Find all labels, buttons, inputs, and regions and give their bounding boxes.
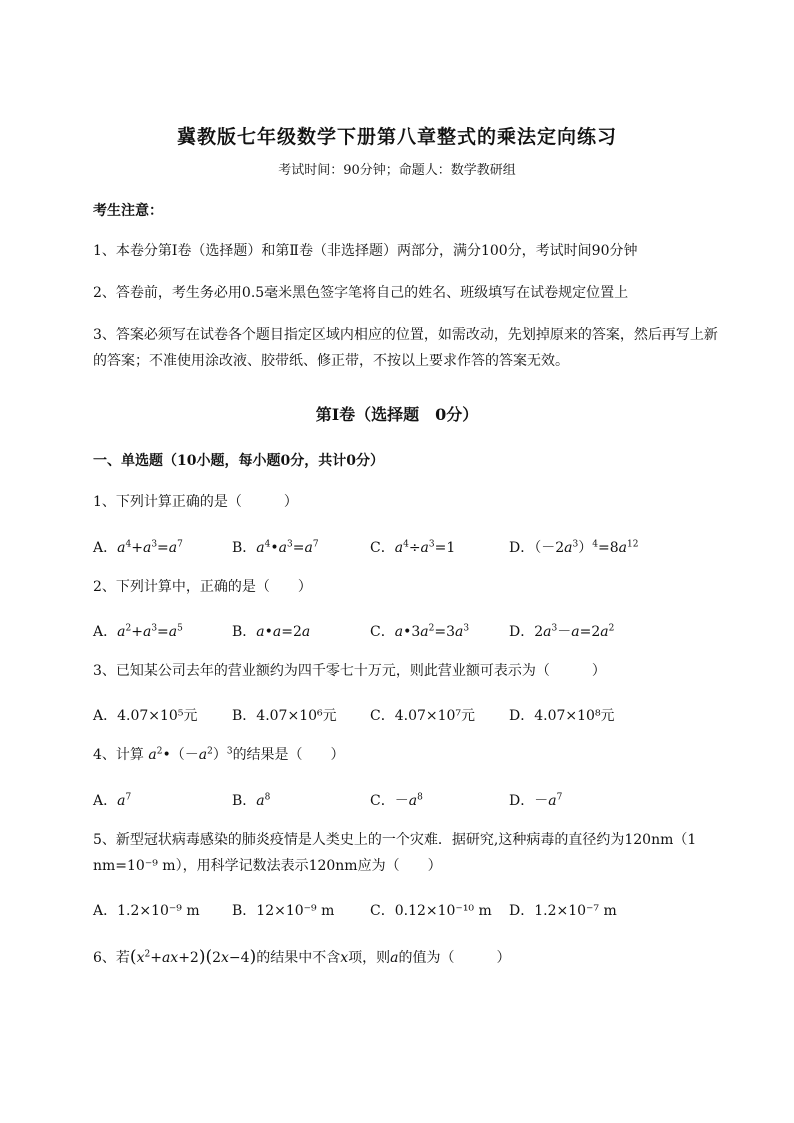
question-5-line1: 5、新型冠状病毒感染的肺炎疫情是人类史上的一个灾难．据研究,这种病毒的直径约为120nm（1 bbox=[93, 832, 697, 848]
question-3: 3、已知某公司去年的营业额约为四千零七十万元，则此营业额可表示为（ ） bbox=[93, 663, 606, 679]
notice-3: 3、答案必须写在试卷各个题目指定区域内相应的位置，如需改动，先划掉原来的答案，然后再写上新 bbox=[93, 327, 718, 343]
question-5-line2: nm=10⁻⁹ m），用科学记数法表示120nm应为（ ） bbox=[93, 858, 442, 874]
q4-option-c: C．$-a^8$ bbox=[370, 792, 423, 809]
question-6: 6、若$(x^2+ax+2)(2x-4)$的结果中不含x项，则a的值为（ ） bbox=[93, 947, 511, 967]
q5-option-a: A．1.2×10⁻⁹ m bbox=[93, 903, 200, 919]
q5-option-c: C．0.12×10⁻¹⁰ m bbox=[370, 903, 492, 919]
question-1: 1、下列计算正确的是（ ） bbox=[93, 494, 298, 510]
q4-option-d: D．$-a^7$ bbox=[509, 792, 563, 809]
q4-option-a: A．$a^7$ bbox=[93, 792, 132, 809]
q6-tail: 项，则 bbox=[348, 950, 391, 966]
part-heading: 一、单选题（10小题，每小题0分，共计0分） bbox=[93, 453, 384, 469]
q1-option-a: A．$a^4+a^3=a^7$ bbox=[93, 539, 183, 556]
q2-option-c: C．$a•3a^2=3a^3$ bbox=[370, 623, 470, 640]
q6-middle: 的结果中不含 bbox=[256, 950, 341, 966]
q1-option-d: D．$(-2a^3)^4=8a^{12}$ bbox=[509, 539, 639, 556]
q6-prefix: 6、若 bbox=[93, 950, 130, 966]
notice-2: 2、答卷前，考生务必用0.5毫米黑色签字笔将自己的姓名、班级填写在试卷规定位置上 bbox=[93, 285, 629, 301]
exam-info: 考试时间：90分钟；命题人：数学教研组 bbox=[278, 163, 516, 178]
notice-3-cont: 的答案；不准使用涂改液、胶带纸、修正带，不按以上要求作答的答案无效。 bbox=[93, 353, 569, 369]
q2-option-a: A．$a^2+a^3=a^5$ bbox=[93, 623, 183, 640]
q3-option-b: B．4.07×10⁶元 bbox=[232, 708, 337, 724]
section-title: 第I卷（选择题 0分） bbox=[315, 405, 479, 424]
question-4: 4、计算 $a^2•(-a^2)^3$的结果是（ ） bbox=[93, 746, 345, 763]
q6-end: 的值为（ ） bbox=[398, 950, 511, 966]
q4-option-b: B．$a^8$ bbox=[232, 792, 271, 809]
q5-option-d: D．1.2×10⁻⁷ m bbox=[509, 903, 617, 919]
page-title: 冀教版七年级数学下册第八章整式的乘法定向练习 bbox=[176, 126, 617, 148]
q2-option-b: B．a•a=2a bbox=[232, 624, 311, 640]
q3-option-a: A．4.07×10⁵元 bbox=[93, 708, 198, 724]
q3-option-c: C．4.07×10⁷元 bbox=[370, 708, 476, 724]
q4-suffix: 的结果是（ ） bbox=[232, 747, 345, 763]
q3-option-d: D．4.07×10⁸元 bbox=[509, 708, 615, 724]
notice-1: 1、本卷分第I卷（选择题）和第Ⅱ卷（非选择题）两部分，满分100分，考试时间90分钟 bbox=[93, 243, 638, 259]
q1-option-c: C．$a^4\div a^3=1$ bbox=[370, 539, 456, 556]
notice-heading: 考生注意： bbox=[93, 203, 163, 219]
q4-prefix: 4、计算 bbox=[93, 747, 144, 763]
q1-option-b: B．$a^4•a^3=a^7$ bbox=[232, 539, 319, 556]
q5-option-b: B．12×10⁻⁹ m bbox=[232, 903, 335, 919]
question-2: 2、下列计算中，正确的是（ ） bbox=[93, 579, 312, 595]
q2-option-d: D．$2a^3-a=2a^2$ bbox=[509, 623, 615, 640]
